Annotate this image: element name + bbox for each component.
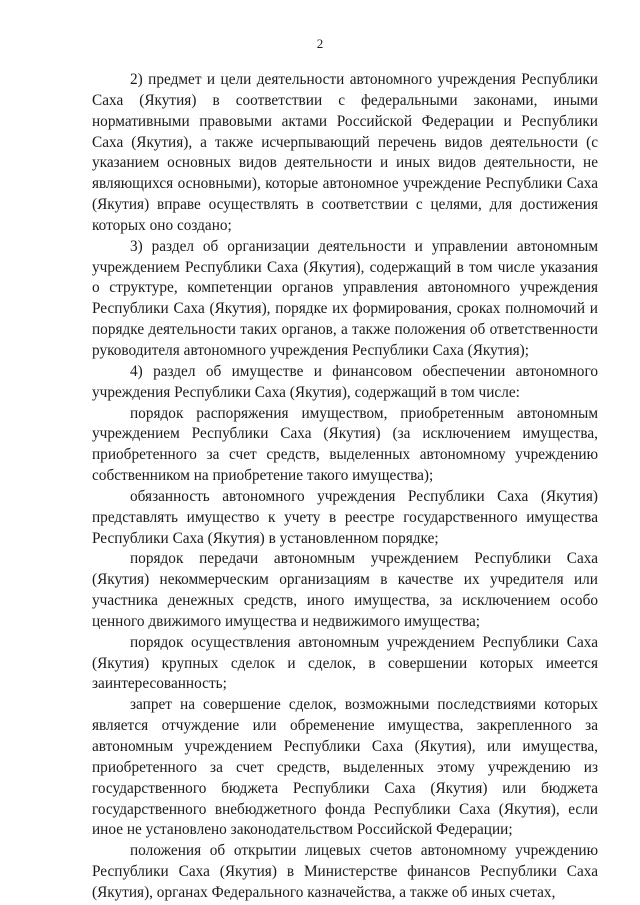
paragraph-property-registry-obligation: обязанность автономного учреждения Республики Саха (Якутия) представлять имущество к учету в реестре государственного имущества Республики Саха (Якутия) в установленном порядке; (92, 487, 598, 547)
paragraph-item-2-subject-and-goals: 2) предмет и цели деятельности автономного учреждения Республики Саха (Якутия) в соответствии с федеральными законами, иными нормативными правовыми актами Российской Федерации и Республики Саха (Якутия), а также исчерпывающий перечень видов деятельности (с указанием основных видов деятельности и иных видов деятельности, не являющихся основными), которые автономное учреждение Республики Саха (Якутия) вправе осуществлять в соответствии с целями, для достижения которых оно создано; (92, 71, 598, 234)
document-body (92, 70, 598, 904)
paragraph-personal-accounts: положения об открытии лицевых счетов автономному учреждению Республики Саха (Якутия) в Министерстве финансов Республики Саха (Якутия), органах Федерального казначейства, а также об иных счетах, (92, 842, 598, 901)
paragraph-transfer-to-nonprofits: порядок передачи автономным учреждением Республики Саха (Якутия) некоммерческим организациям в качестве их учредителя или участника денежных средств, иного имущества, за исключением особо ценного движимого имущества и недвижимого имущества; (92, 550, 598, 630)
paragraph-transaction-prohibition: запрет на совершение сделок, возможными последствиями которых является отчуждение или обременение имущества, закрепленного за автономным учреждением Республики Саха (Якутия), или имущества, приобретенного за счет средств, выделенных этому учреждению из государственного бюджета Республики Саха (Якутия) или бюджета государственного внебюджетного фонда Республики Саха (Якутия), если иное не установлено законодательством Российской Федерации; (92, 696, 598, 839)
paragraph-major-transactions: порядок осуществления автономным учреждением Республики Саха (Якутия) крупных сделок и сделок, в совершении которых имеется заинтересованность; (92, 633, 598, 693)
paragraph-property-disposal-order: порядок распоряжения имуществом, приобретенным автономным учреждением Республики Саха (Якутия) (за исключением имущества, приобретенного за счет средств, выделенных автономному учреждению собственником на приобретение такого имущества); (92, 404, 598, 485)
paragraph-item-3-organization-and-management: 3) раздел об организации деятельности и управлении автономным учреждением Республики Саха (Якутия), содержащий в том числе указания о структуре, компетенции органов управления автономного учреждения Республики Саха (Якутия), порядке их формирования, сроках полномочий и порядке деятельности таких органов, а также положения об ответственности руководителя автономного учреждения Республики Саха (Якутия); (92, 237, 598, 359)
paragraph-item-4-property-and-finance: 4) раздел об имуществе и финансовом обеспечении автономного учреждения Республики Саха (Якутия), содержащий в том числе: (92, 362, 598, 401)
page-number: 2 (316, 36, 324, 51)
